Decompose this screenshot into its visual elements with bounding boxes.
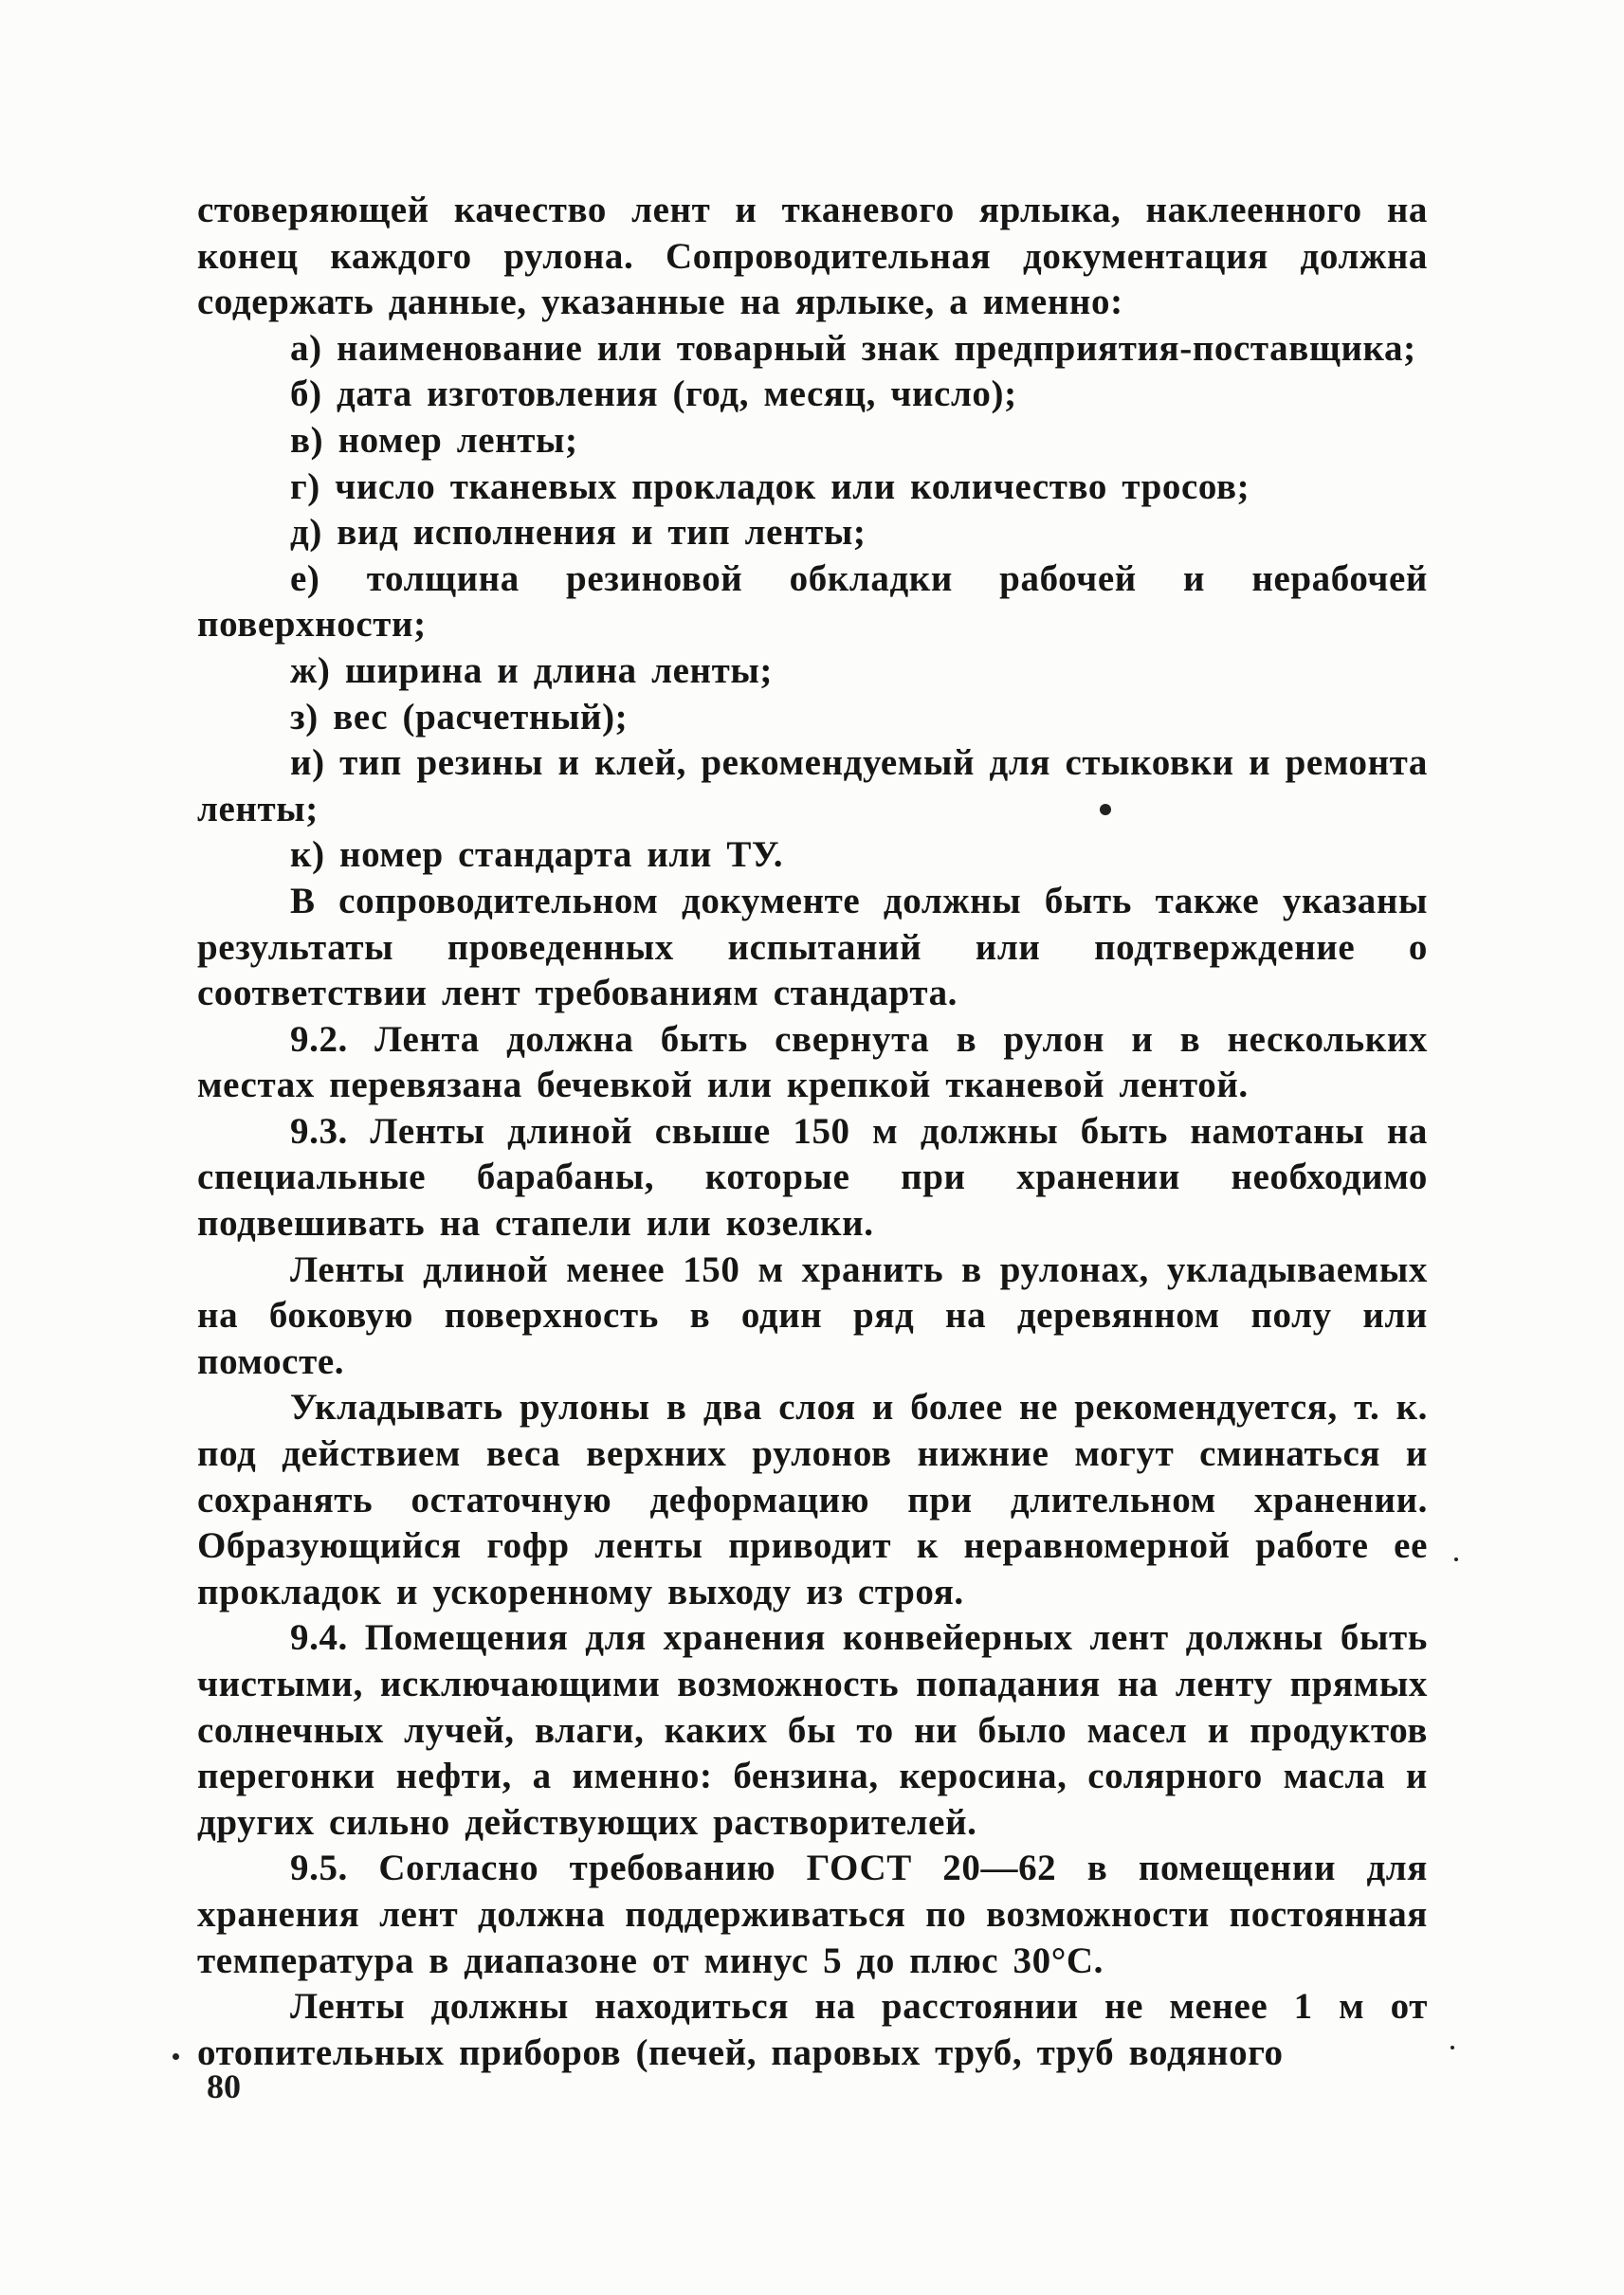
list-item-g: г) число тканевых прокладок или количество тросов;	[290, 465, 1250, 507]
paragraph-short-belts: Ленты длиной менее 150 м хранить в рулонах, укладываемых на боковую поверхность в один ряд на деревянном полу или помосте.	[197, 1248, 1428, 1382]
list-item-z: з) вес (расчетный);	[290, 696, 629, 738]
paragraph-stacking: Укладывать рулоны в два слоя и более не рекомендуется, т. к. под действием веса верхних рулонов нижние могут сминаться и сохранять остаточную деформацию при длительном хранении. Образующийся гофр ленты приводит к неравномерной работе ее прокладок и ускоренному выходу из строя.	[197, 1387, 1428, 1612]
section-9-3: 9.3. Ленты длиной свыше 150 м должны быть намотаны на специальные барабаны, которые при хранении необходимо подвешивать на стапели или козелки.	[197, 1110, 1428, 1245]
list-item-i: и) тип резины и клей, рекомендуемый для стыковки и ремонта ленты;	[197, 742, 1428, 829]
list-item-b: б) дата изготовления (год, месяц, число);	[290, 373, 1017, 415]
page-number: 80	[207, 2067, 241, 2105]
paragraph-continuation: стоверяющей качество лент и тканевого ярлыка, наклеенного на конец каждого рулона. Сопроводительная документация должна содержать данные, указанные на ярлыке, а именно:	[197, 190, 1428, 323]
section-9-5: 9.5. Согласно требованию ГОСТ 20—62 в помещении для хранения лент должна поддерживаться по возможности постоянная температура в диапазоне от минус 5 до плюс 30°С.	[197, 1848, 1428, 1981]
body-text	[197, 188, 1428, 2076]
list-item-v: в) номер ленты;	[290, 419, 578, 461]
list-item-d: д) вид исполнения и тип ленты;	[290, 512, 867, 554]
list-item-k: к) номер стандарта или ТУ.	[290, 834, 784, 876]
section-9-4: 9.4. Помещения для хранения конвейерных лент должны быть чистыми, исключающими возможность попадания на ленту прямых солнечных лучей, влаги, каких бы то ни было масел и продуктов перегонки нефти, а именно: бензина, керосина, солярного масла и других сильно действующих растворителей.	[197, 1617, 1428, 1843]
scan-speck	[1451, 2046, 1454, 2049]
scan-speck	[1100, 804, 1111, 815]
paragraph-accompanying-document: В сопроводительном документе должны быть также указаны результаты проведенных испытаний или подтверждение о соответствии лент требованиям стандарта.	[197, 880, 1428, 1014]
list-item-zh: ж) ширина и длина ленты;	[290, 649, 773, 691]
section-9-2: 9.2. Лента должна быть свернута в рулон и в нескольких местах перевязана бечевкой или крепкой тканевой лентой.	[197, 1018, 1428, 1106]
scan-speck	[1454, 1557, 1458, 1561]
scan-speck	[173, 2053, 179, 2060]
list-item-a: а) наименование или товарный знак предприятия-поставщика;	[290, 327, 1416, 369]
list-item-e: е) толщина резиновой обкладки рабочей и нерабочей поверхности;	[197, 557, 1428, 646]
paragraph-distance: Ленты должны находиться на расстоянии не менее 1 м от отопительных приборов (печей, паровых труб, труб водяного	[197, 1986, 1428, 2073]
